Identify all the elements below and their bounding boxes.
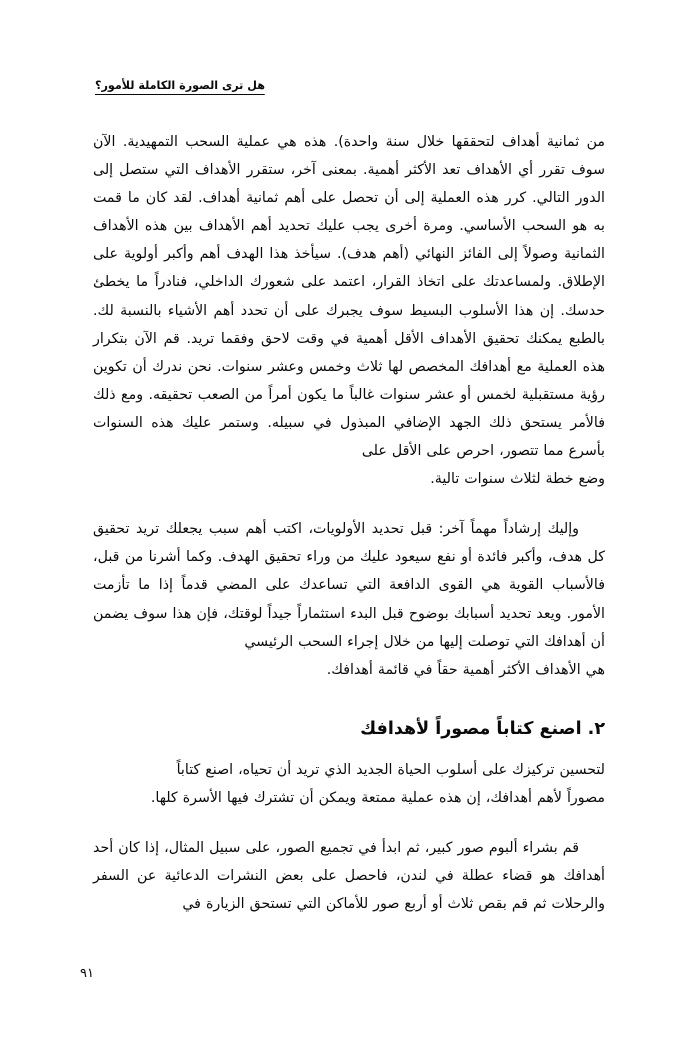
paragraph-1-tail — [93, 465, 605, 493]
running-head-text: هل ترى الصورة الكاملة للأمور؟ — [95, 78, 265, 95]
paragraph-2 — [93, 515, 605, 655]
page-number-text: ٩١ — [80, 966, 94, 981]
paragraph-1-tail-text: وضع خطة لثلاث سنوات تالية. — [430, 471, 605, 488]
paragraph-2-tail — [93, 656, 605, 684]
paragraph-3-tail-text: مصوراً لأهم أهدافك، إن هذه عملية ممتعة ويمكن أن تشترك فيها الأسرة كلها. — [150, 789, 605, 806]
paragraph-1 — [93, 128, 605, 465]
section-heading-wrap — [93, 716, 605, 742]
paragraph-4-text: قم بشراء ألبوم صور كبير، ثم ابدأ في تجميع الصور، على سبيل المثال، إذا كان أحد أهدافك هو قضاء عطلة في لندن، فاحصل على بعض النشرات الدعائية عن السفر والرحلات ثم قم بقص ثلاث أو أربع صور للأماكن التي تستحق الزيارة في — [93, 839, 605, 913]
page-number — [80, 966, 94, 982]
paragraph-2-text: وإليك إرشاداً مهماً آخر: قبل تحديد الأولويات، اكتب أهم سبب يجعلك تريد تحقيق كل هدف، وأكبر فائدة أو نفع سيعود عليك من وراء تحقيق الهدف. وكما أشرنا من قبل، فالأسباب القوية هي القوى الدافعة التي تساعدك على المضي قدماً إذا ما تأزمت الأمور. ويعد تحديد أسبابك بوضوح قبل البدء استثماراً جيداً لوقتك، فإن هذا سوف يضمن أن أهدافك التي توصلت إليها من خلال إجراء السحب الرئيسي — [93, 521, 605, 650]
paragraph-4 — [93, 834, 605, 918]
paragraph-3-tail — [93, 784, 605, 812]
paragraph-2-tail-text: هي الأهداف الأكثر أهمية حقاً في قائمة أهدافك. — [326, 661, 605, 678]
paragraph-1-text: من ثمانية أهداف لتحققها خلال سنة واحدة). هذه هي عملية السحب التمهيدية. الآن سوف تقرر أي الأهداف تعد الأكثر أهمية. بمعنى آخر، ستقرر الأهداف التي ستصل إلى الدور التالي. كرر هذه العملية إلى أن تحصل على أهم ثمانية أهداف. لقد كان ما قمت به هو السحب الأساسي. ومرة أخرى يجب عليك تحديد أهم الأهداف بين هذه الأهداف الثمانية وصولاً إلى الفائز النهائي (أهم هدف). سيأخذ هذا الهدف أهم وأكبر أولوية على الإطلاق. ولمساعدتك على اتخاذ القرار، اعتمد على شعورك الداخلي، فنادراً ما يخطئ حدسك. إن هذا الأسلوب البسيط سوف يجبرك على أن تحدد أهم الأشياء بالنسبة لك. بالطبع يمكنك تحقيق الأهداف الأقل أهمية في وقت لاحق وفقما تريد. قم الآن بتكرار هذه العملية مع أهدافك المخصص لها ثلاث وخمس وعشر سنوات. نحن ندرك أن تكوين رؤية مستقبلية لخمس أو عشر سنوات غالباً ما يكون أمراً من الصعب تحقيقه. ومع ذلك فالأمر يستحق ذلك الجهد الإضافي المبذول في سبيله. وستمر عليك هذه السنوات بأسرع مما تتصور، احرص على الأقل على — [93, 134, 605, 460]
running-head — [95, 74, 280, 95]
paragraph-3-text: لتحسين تركيزك على أسلوب الحياة الجديد الذي تريد أن تحياه، اصنع كتاباً — [176, 761, 605, 778]
paragraph-3 — [93, 756, 605, 784]
body-text-block — [93, 128, 605, 918]
section-heading: ٢. اصنع كتاباً مصوراً لأهدافك — [360, 718, 605, 739]
